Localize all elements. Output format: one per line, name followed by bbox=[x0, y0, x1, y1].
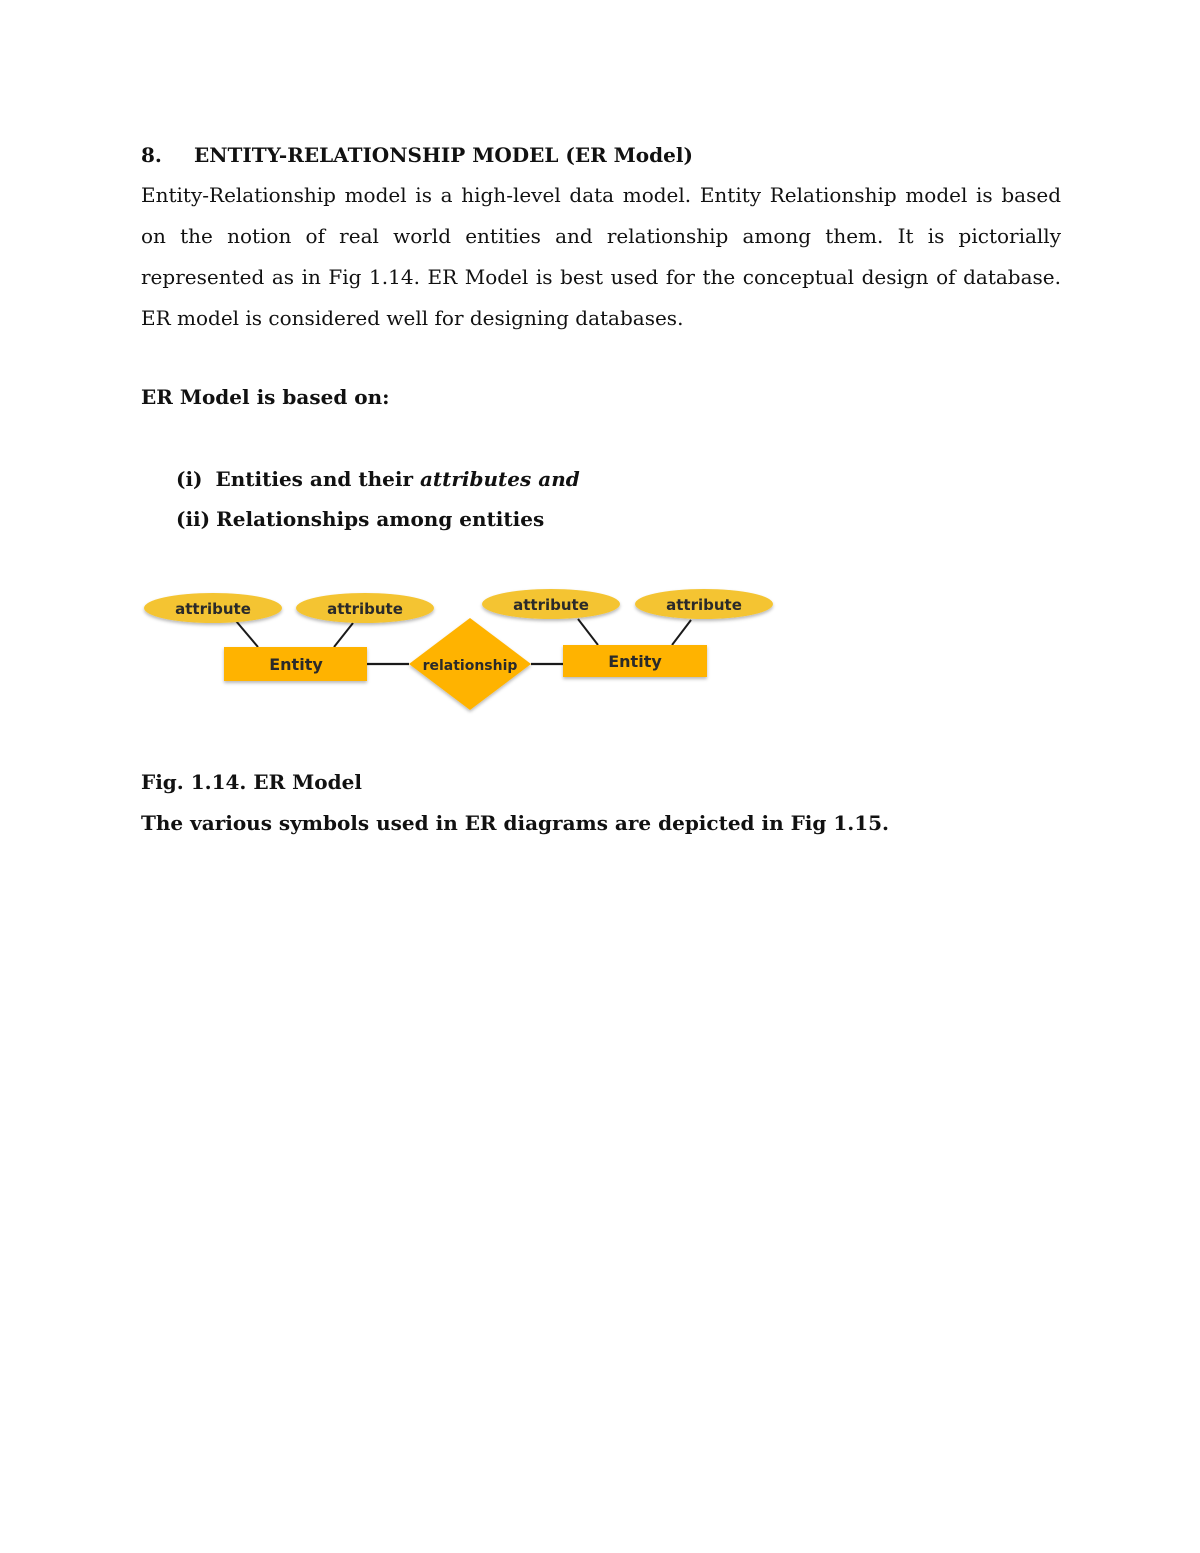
list-item-text: Relationships among entities bbox=[216, 507, 545, 531]
svg-text:relationship: relationship bbox=[422, 658, 518, 674]
section-title: ENTITY-RELATIONSHIP MODEL (ER Model) bbox=[194, 143, 693, 167]
attribute-ellipse bbox=[144, 593, 282, 623]
entity-rectangle bbox=[224, 647, 367, 681]
list-item-emphasis: attributes and bbox=[419, 467, 580, 491]
svg-text:Entity: Entity bbox=[269, 655, 323, 674]
attribute-ellipse bbox=[296, 593, 434, 623]
svg-text:attribute: attribute bbox=[327, 600, 403, 618]
symbols-note: The various symbols used in ER diagrams are depicted in Fig 1.15. bbox=[141, 811, 890, 835]
list-marker: (i) bbox=[176, 467, 203, 491]
attribute-ellipse bbox=[635, 589, 773, 619]
based-on-heading: ER Model is based on: bbox=[141, 385, 390, 409]
connector-line bbox=[236, 621, 258, 647]
connector-line bbox=[334, 623, 353, 647]
section-heading bbox=[141, 143, 693, 167]
section-number: 8. bbox=[141, 143, 162, 167]
list-item-entities bbox=[176, 467, 580, 491]
connector-line bbox=[578, 619, 598, 645]
svg-text:attribute: attribute bbox=[666, 596, 742, 614]
svg-text:Entity: Entity bbox=[608, 652, 662, 671]
svg-text:attribute: attribute bbox=[513, 596, 589, 614]
attribute-ellipse bbox=[482, 589, 620, 619]
figure-caption: Fig. 1.14. ER Model bbox=[141, 770, 362, 794]
list-marker: (ii) bbox=[176, 507, 211, 531]
list-item-text: Entities and their bbox=[215, 467, 420, 491]
entity-rectangle bbox=[563, 645, 707, 677]
connector-line bbox=[672, 620, 691, 645]
svg-text:attribute: attribute bbox=[175, 600, 251, 618]
er-model-diagram bbox=[138, 585, 778, 720]
list-item-relationships bbox=[176, 507, 544, 531]
relationship-diamond bbox=[409, 618, 531, 710]
intro-paragraph: Entity-Relationship model is a high-level data model. Entity Relationship model is based on the notion of real world entities and relationship among them. It is pictorially represented as in Fig 1.14. ER Model is best used for the conceptual design of database. ER model is considered well for designing databases. bbox=[141, 183, 1061, 330]
